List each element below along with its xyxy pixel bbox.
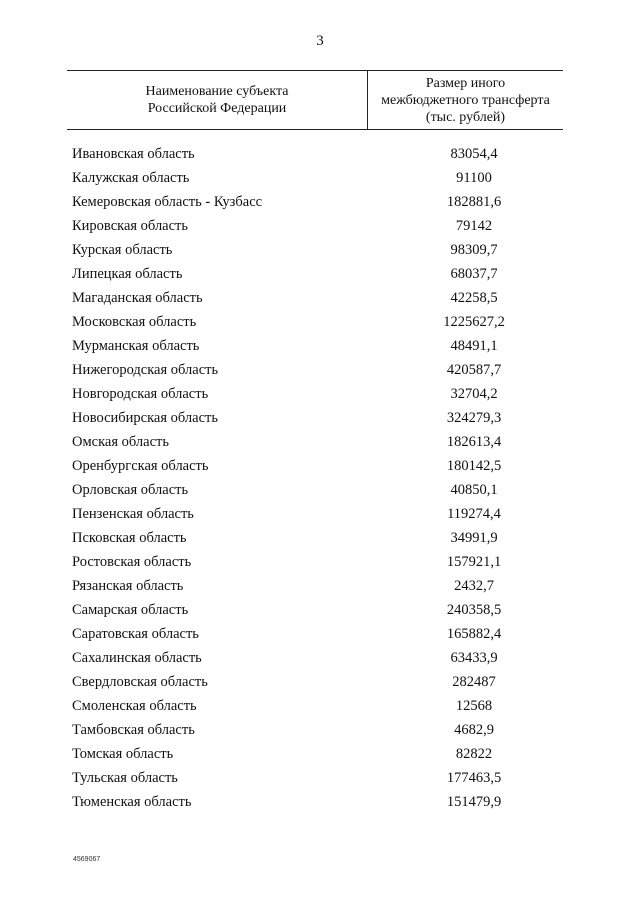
- header-transfer-amount: [368, 71, 563, 129]
- transfer-amount-cell: 42258,5: [450, 289, 498, 306]
- subject-name-cell: Кировская область: [72, 217, 189, 234]
- table-row: [67, 430, 563, 454]
- transfer-amount-cell: 82822: [455, 745, 493, 762]
- table-row: [67, 670, 563, 694]
- subject-name-cell: Оренбургская область: [72, 457, 209, 474]
- subject-name-cell: Рязанская область: [72, 577, 184, 594]
- subject-name-cell: Тульская область: [72, 769, 178, 786]
- table-row: [67, 694, 563, 718]
- table-row: [67, 286, 563, 310]
- subject-name-cell: Томская область: [72, 745, 174, 762]
- subject-name-cell: Калужская область: [72, 169, 190, 186]
- table-row: [67, 598, 563, 622]
- table-row: [67, 526, 563, 550]
- transfer-amount-cell: 68037,7: [450, 265, 498, 282]
- subject-name-cell: Саратовская область: [72, 625, 199, 642]
- table-row: [67, 406, 563, 430]
- subject-name-cell: Орловская область: [72, 481, 189, 498]
- subject-name-cell: Новосибирская область: [72, 409, 218, 426]
- table-row: [67, 262, 563, 286]
- subject-name-cell: Смоленская область: [72, 697, 197, 714]
- transfer-amount-cell: 40850,1: [450, 481, 498, 498]
- table-row: [67, 142, 563, 166]
- transfer-amount-cell: 151479,9: [446, 793, 502, 810]
- subject-name-cell: Новгородская область: [72, 385, 209, 402]
- table-row: [67, 478, 563, 502]
- subject-name-cell: Ивановская область: [72, 145, 195, 162]
- subject-name-cell: Пензенская область: [72, 505, 194, 522]
- table-row: [67, 334, 563, 358]
- transfer-amount-cell: 119274,4: [447, 505, 501, 522]
- subject-name-cell: Свердловская область: [72, 673, 208, 690]
- header-subject-line2: Российской Федерации: [147, 101, 287, 116]
- transfer-amount-cell: 1225627,2: [443, 313, 505, 330]
- subject-name-cell: Омская область: [72, 433, 169, 450]
- table-body: [67, 142, 563, 814]
- table-row: [67, 718, 563, 742]
- transfer-amount-cell: 177463,5: [446, 769, 502, 786]
- subject-name-cell: Курская область: [72, 241, 173, 258]
- table-row: [67, 766, 563, 790]
- transfer-amount-cell: 83054,4: [450, 145, 498, 162]
- table-row: [67, 214, 563, 238]
- subject-name-cell: Кемеровская область - Кузбасс: [72, 193, 263, 210]
- transfer-amount-cell: 2432,7: [454, 577, 494, 594]
- transfer-amount-cell: 79142: [455, 217, 493, 234]
- subject-name-cell: Самарская область: [72, 601, 189, 618]
- transfer-amount-cell: 282487: [452, 673, 496, 690]
- transfer-amount-cell: 240358,5: [446, 601, 502, 618]
- transfer-amount-cell: 420587,7: [446, 361, 502, 378]
- table-row: [67, 742, 563, 766]
- transfer-amount-cell: 63433,9: [450, 649, 498, 666]
- subject-name-cell: Псковская область: [72, 529, 187, 546]
- transfer-amount-cell: 91100: [456, 169, 492, 186]
- subject-name-cell: Тамбовская область: [72, 721, 195, 738]
- header-amount-line1: Размер иного: [425, 75, 506, 91]
- table-row: [67, 646, 563, 670]
- header-amount-line3: (тыс. рублей): [425, 109, 506, 125]
- page-number: 3: [316, 33, 324, 49]
- subject-name-cell: Мурманская область: [72, 337, 200, 354]
- table-row: [67, 622, 563, 646]
- transfer-amount-cell: 182613,4: [446, 433, 502, 450]
- transfer-amount-cell: 32704,2: [450, 385, 498, 402]
- transfer-amount-cell: 157921,1: [446, 553, 502, 570]
- transfer-amount-cell: 12568: [455, 697, 493, 714]
- subject-name-cell: Тюменская область: [72, 793, 192, 810]
- table-row: [67, 454, 563, 478]
- transfer-amount-cell: 4682,9: [454, 721, 494, 738]
- subject-name-cell: Липецкая область: [72, 265, 183, 282]
- transfer-table: [67, 70, 563, 814]
- table-row: [67, 502, 563, 526]
- transfer-amount-cell: 34991,9: [450, 529, 498, 546]
- subject-name-cell: Ростовская область: [72, 553, 192, 570]
- table-row: [67, 574, 563, 598]
- table-row: [67, 550, 563, 574]
- table-row: [67, 790, 563, 814]
- transfer-amount-cell: 98309,7: [450, 241, 498, 258]
- subject-name-cell: Московская область: [72, 313, 197, 330]
- transfer-amount-cell: 182881,6: [446, 193, 502, 210]
- subject-name-cell: Сахалинская область: [72, 649, 202, 666]
- transfer-amount-cell: 48491,1: [450, 337, 498, 354]
- subject-name-cell: Нижегородская область: [72, 361, 219, 378]
- document-code: 4569067: [73, 856, 101, 863]
- table-header: [67, 70, 563, 130]
- transfer-amount-cell: 324279,3: [446, 409, 502, 426]
- table-row: [67, 238, 563, 262]
- table-row: [67, 190, 563, 214]
- transfer-amount-cell: 180142,5: [446, 457, 502, 474]
- header-amount-line2: межбюджетного трансферта: [381, 92, 550, 108]
- transfer-amount-cell: 165882,4: [446, 625, 502, 642]
- table-row: [67, 382, 563, 406]
- table-row: [67, 358, 563, 382]
- table-row: [67, 310, 563, 334]
- table-row: [67, 166, 563, 190]
- header-subject-line1: Наименование субъекта: [145, 84, 289, 99]
- header-subject-name: [67, 71, 368, 129]
- subject-name-cell: Магаданская область: [72, 289, 203, 306]
